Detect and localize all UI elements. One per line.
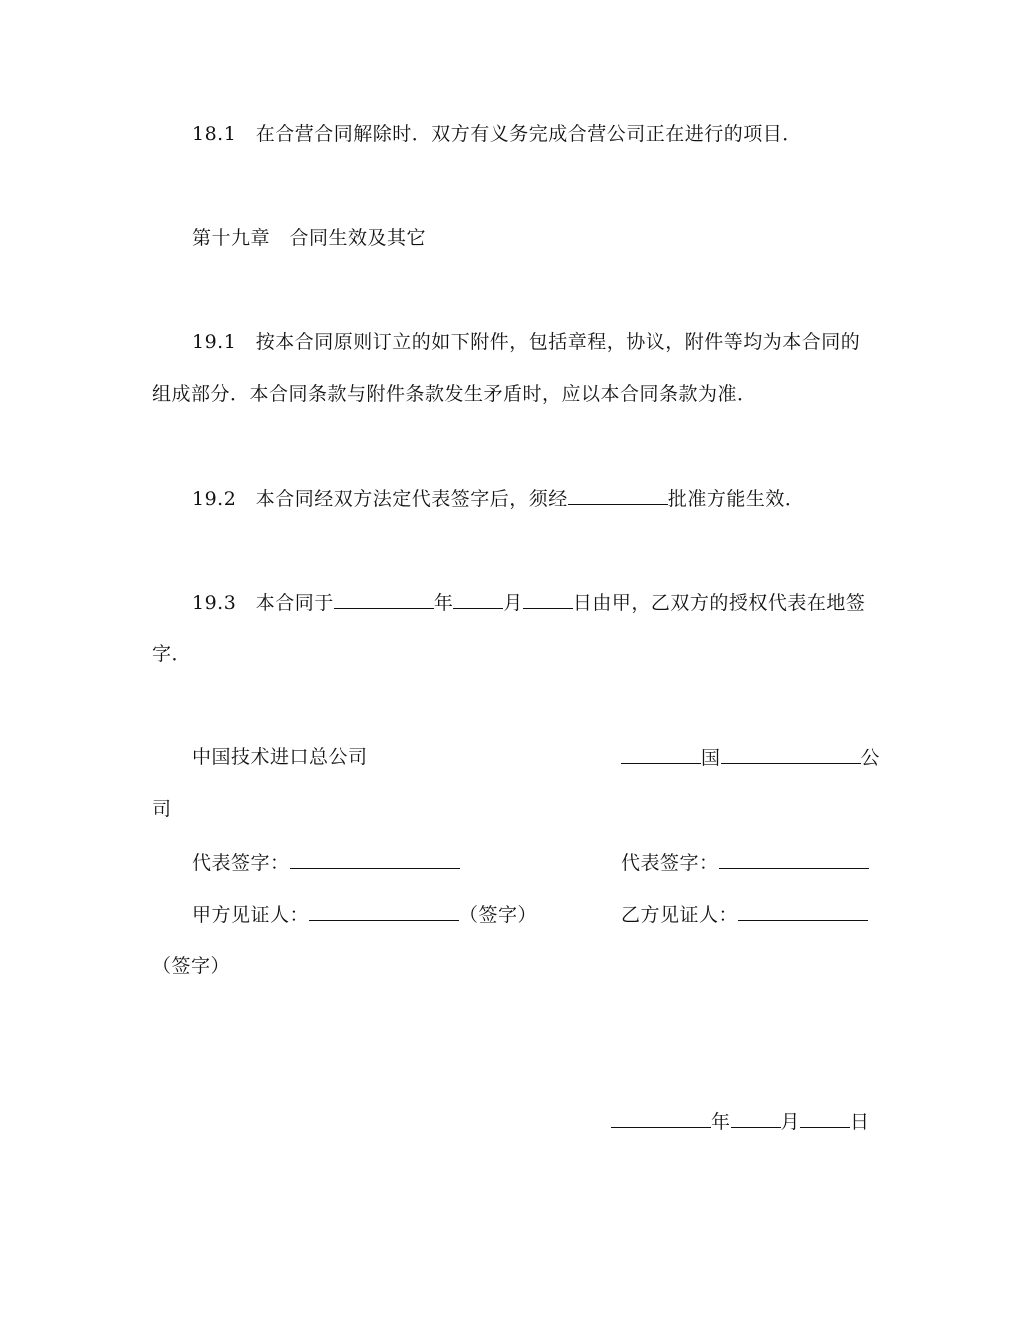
party-b-company-blank[interactable]	[721, 745, 861, 764]
sign-month-blank[interactable]	[453, 590, 503, 609]
clause-19-3-text: 19.3 本合同于	[192, 592, 334, 614]
party-a-rep-sign	[192, 850, 460, 875]
clause-19-3-line2: 字．	[152, 643, 192, 665]
chapter-19-title: 第十九章 合同生效及其它	[192, 227, 427, 249]
party-a-rep-label: 代表签字：	[192, 852, 290, 874]
party-b-witness-label: 乙方见证人：	[621, 904, 739, 926]
clause-18-1: 18.1 在合营合同解除时．双方有义务完成合营公司正在进行的项目．	[192, 123, 802, 145]
party-a-witness-label: 甲方见证人：	[192, 904, 310, 926]
date-year-label: 年	[711, 1111, 731, 1133]
clause-19-1-line1: 19.1 按本合同原则订立的如下附件，包括章程，协议，附件等均为本合同的	[192, 331, 861, 353]
month-label: 月	[503, 592, 523, 614]
party-b-country-suffix: 国	[701, 747, 721, 769]
party-b-country-blank[interactable]	[621, 745, 701, 764]
approval-authority-blank[interactable]	[568, 486, 668, 505]
clause-19-1-line2: 组成部分．本合同条款与附件条款发生矛盾时，应以本合同条款为准．	[152, 383, 757, 405]
party-a-sign-suffix: （签字）	[459, 904, 538, 926]
party-a-company: 中国技术进口总公司	[192, 746, 368, 768]
party-b-company	[621, 745, 880, 770]
sign-year-blank[interactable]	[334, 590, 434, 609]
sign-day-blank[interactable]	[523, 590, 573, 609]
party-a-witness	[192, 902, 537, 927]
clause-19-3-text-end: 日由甲，乙双方的授权代表在地签	[572, 592, 866, 614]
date-month-label: 月	[780, 1111, 801, 1133]
clause-19-3-line1	[192, 590, 865, 615]
party-b-rep-label: 代表签字：	[621, 852, 719, 874]
party-b-rep-sign	[621, 850, 869, 875]
party-b-rep-signature-blank[interactable]	[719, 850, 869, 869]
party-a-rep-signature-blank[interactable]	[290, 850, 460, 869]
party-b-company-suffix: 公	[860, 747, 881, 769]
clause-19-2-text-end: 批准方能生效．	[667, 488, 805, 510]
clause-19-2-text: 19.2 本合同经双方法定代表签字后，须经	[192, 488, 568, 510]
party-b-witness	[621, 902, 868, 927]
party-b-company-wrap: 司	[152, 798, 172, 820]
party-b-sign-suffix-wrap: （签字）	[152, 955, 231, 977]
party-a-witness-blank[interactable]	[309, 902, 459, 921]
date-month-blank[interactable]	[731, 1109, 781, 1128]
date-day-label: 日	[850, 1111, 870, 1133]
year-label: 年	[433, 592, 454, 614]
date-day-blank[interactable]	[800, 1109, 850, 1128]
clause-19-2	[192, 486, 804, 511]
date-line	[611, 1109, 870, 1134]
party-b-witness-blank[interactable]	[738, 902, 868, 921]
date-year-blank[interactable]	[611, 1109, 711, 1128]
